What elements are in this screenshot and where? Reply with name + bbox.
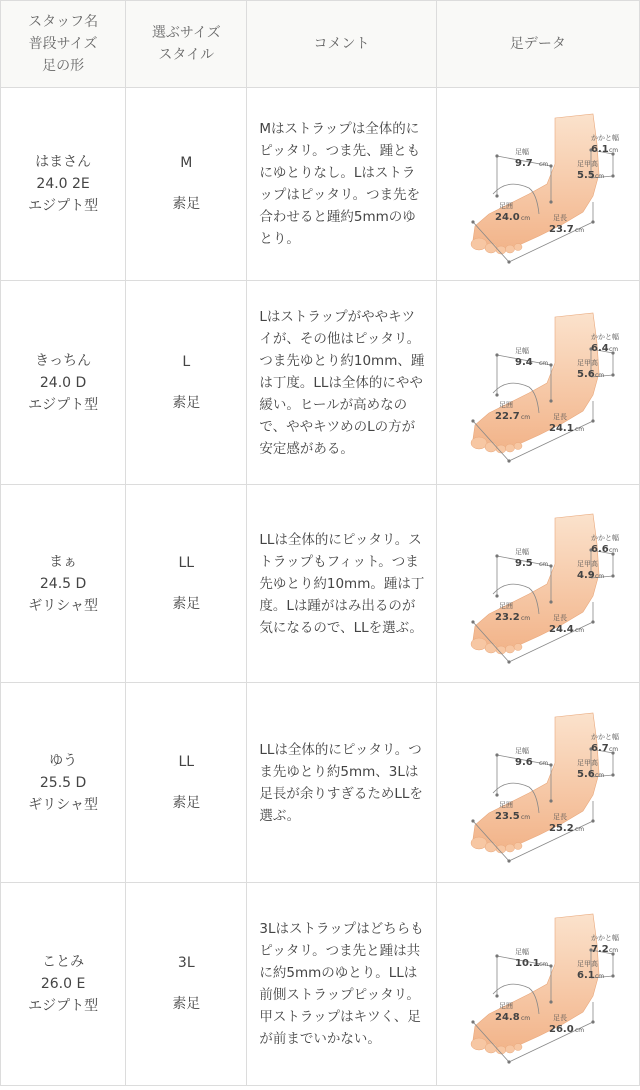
- instep-unit: cm: [594, 572, 604, 580]
- instep-value: 5.6: [576, 768, 595, 780]
- measure-point: [549, 399, 552, 402]
- staff-name: はまさん: [35, 154, 92, 170]
- measure-point: [611, 974, 614, 977]
- table-row: [1, 281, 640, 485]
- heel-value: 6.4: [590, 342, 609, 354]
- heel-label: かかと幅: [590, 732, 619, 741]
- comment-cell: 3Lはストラップはどちらもピッタリ。つま先と踵は共に約5mmのゆとり。LLは前側ストラップピッタリ。甲ストラップはキツく、足が前までいかない。: [247, 883, 436, 1086]
- instep-unit: cm: [594, 973, 604, 980]
- header-size-line: 選ぶサイズ: [151, 25, 221, 41]
- girth-label: 足囲: [498, 601, 513, 610]
- girth-label: 足囲: [498, 400, 513, 409]
- staff-cell: [1, 281, 126, 485]
- measure-point: [591, 620, 594, 623]
- usual-size: 24.5 D: [39, 575, 87, 592]
- width-label: 足幅: [514, 346, 529, 355]
- header-foot-data: 足データ: [436, 1, 639, 88]
- measure-point: [611, 574, 614, 577]
- header-size: [126, 1, 247, 88]
- foot-data-cell: [436, 683, 639, 883]
- heel-value: 6.6: [590, 543, 609, 555]
- style: 素足: [172, 595, 201, 612]
- foot-shape: エジプト型: [28, 998, 99, 1014]
- measure-point: [495, 994, 498, 997]
- measure-point: [495, 594, 498, 597]
- width-value: 9.4: [514, 356, 533, 368]
- style: 素足: [172, 996, 201, 1012]
- style: 素足: [172, 196, 201, 212]
- girth-label: 足囲: [498, 202, 513, 210]
- length-unit: cm: [574, 825, 584, 833]
- measure-point: [471, 819, 474, 822]
- heel-label: かかと幅: [590, 332, 619, 341]
- length-label: 足長: [552, 1014, 567, 1022]
- measure-point: [611, 373, 614, 376]
- heel-unit: cm: [608, 345, 618, 353]
- usual-size: 24.0 2E: [36, 176, 90, 192]
- width-unit: cm: [538, 759, 548, 767]
- staff-name: まぁ: [49, 553, 78, 570]
- measure-point: [507, 660, 510, 663]
- instep-label: 足甲高: [576, 160, 598, 168]
- length-unit: cm: [574, 227, 584, 234]
- measure-point: [611, 174, 614, 177]
- instep-label: 足甲高: [576, 758, 598, 767]
- instep-unit: cm: [594, 371, 604, 379]
- girth-unit: cm: [520, 1015, 530, 1022]
- width-unit: cm: [538, 961, 548, 968]
- staff-cell: [1, 883, 126, 1086]
- heel-label: かかと幅: [590, 134, 619, 142]
- width-label: 足幅: [514, 746, 529, 755]
- length-unit: cm: [574, 425, 584, 433]
- width-label: 足幅: [514, 948, 529, 956]
- foot-data-cell: [436, 883, 639, 1086]
- size-cell: [126, 88, 247, 281]
- foot-shape: ギリシャ型: [28, 597, 98, 614]
- measure-point: [549, 164, 552, 167]
- foot-diagram: [443, 703, 633, 863]
- girth-value: 22.7: [494, 410, 520, 422]
- measure-point: [495, 554, 498, 557]
- measure-point: [495, 753, 498, 756]
- header-size-line: スタイル: [158, 47, 215, 63]
- girth-value: 23.5: [494, 810, 520, 822]
- measure-point: [495, 393, 498, 396]
- foot-diagram: [443, 504, 633, 664]
- instep-label: 足甲高: [576, 358, 598, 367]
- width-unit: cm: [538, 161, 548, 168]
- measure-point: [495, 154, 498, 157]
- chosen-size: M: [180, 155, 193, 171]
- heel-label: かかと幅: [590, 934, 619, 942]
- staff-cell: [1, 683, 126, 883]
- staff-cell: [1, 485, 126, 683]
- heel-unit: cm: [608, 546, 618, 554]
- measure-point: [471, 620, 474, 623]
- heel-value: 6.1: [590, 144, 609, 155]
- width-value: 10.1: [514, 958, 540, 969]
- heel-value: 7.2: [590, 944, 609, 955]
- foot-data-cell: [436, 88, 639, 281]
- size-cell: [126, 683, 247, 883]
- instep-value: 5.5: [576, 170, 595, 181]
- width-value: 9.6: [514, 756, 533, 768]
- measure-point: [549, 1000, 552, 1003]
- measure-point: [507, 459, 510, 462]
- table-row: [1, 883, 640, 1086]
- staff-name: ことみ: [42, 954, 85, 970]
- size-cell: [126, 281, 247, 485]
- measure-point: [591, 419, 594, 422]
- chosen-size: LL: [178, 554, 195, 571]
- girth-value: 23.2: [494, 611, 520, 623]
- measure-point: [507, 260, 510, 263]
- heel-unit: cm: [608, 745, 618, 753]
- comment-cell: Lはストラップがややキツイが、その他はピッタリ。つま先ゆとり約10mm、踵は丁度。LLは全体的にやや緩い。ヒールが高めなので、ややキツめのLの方が安定感がある。: [247, 281, 436, 485]
- usual-size: 24.0 D: [39, 374, 87, 391]
- foot-shape: エジプト型: [28, 198, 99, 214]
- header-comment: コメント: [247, 1, 436, 88]
- chosen-size: 3L: [177, 955, 195, 971]
- heel-value: 6.7: [590, 742, 609, 754]
- comment-cell: LLは全体的にピッタリ。つま先ゆとり約5mm、3Lは足長が余りすぎるためLLを選ぶ。: [247, 683, 436, 883]
- length-unit: cm: [574, 1027, 584, 1034]
- instep-value: 6.1: [576, 970, 595, 981]
- girth-value: 24.8: [494, 1012, 520, 1023]
- header-staff: [1, 1, 126, 88]
- girth-label: 足囲: [498, 1002, 513, 1010]
- length-label: 足長: [552, 812, 567, 821]
- measure-point: [549, 964, 552, 967]
- measure-point: [591, 220, 594, 223]
- measure-point: [549, 799, 552, 802]
- usual-size: 26.0 E: [40, 976, 86, 992]
- girth-unit: cm: [520, 215, 530, 222]
- chosen-size: L: [182, 353, 191, 370]
- foot-diagram: [443, 904, 633, 1064]
- width-unit: cm: [538, 560, 548, 568]
- table-row: [1, 88, 640, 281]
- length-label: 足長: [552, 412, 567, 421]
- heel-label: かかと幅: [590, 533, 619, 542]
- length-value: 23.7: [548, 224, 574, 235]
- usual-size: 25.5 D: [39, 774, 87, 791]
- length-label: 足長: [552, 214, 567, 222]
- instep-label: 足甲高: [576, 960, 598, 968]
- heel-unit: cm: [608, 947, 618, 954]
- heel-unit: cm: [608, 147, 618, 154]
- foot-data-cell: [436, 281, 639, 485]
- width-value: 9.7: [514, 158, 533, 169]
- instep-value: 4.9: [576, 569, 595, 581]
- length-unit: cm: [574, 626, 584, 634]
- width-label: 足幅: [514, 148, 529, 156]
- measure-point: [495, 954, 498, 957]
- measure-point: [549, 600, 552, 603]
- table-row: [1, 683, 640, 883]
- style: 素足: [172, 394, 201, 411]
- chosen-size: LL: [178, 753, 195, 770]
- table-row: [1, 485, 640, 683]
- foot-data-cell: [436, 485, 639, 683]
- instep-unit: cm: [594, 173, 604, 180]
- instep-label: 足甲高: [576, 559, 598, 568]
- header-staff-line: スタッフ名: [28, 14, 99, 30]
- foot-shape: ギリシャ型: [28, 796, 98, 813]
- girth-unit: cm: [520, 813, 530, 821]
- measure-point: [549, 363, 552, 366]
- header-staff-line: 足の形: [42, 58, 85, 74]
- measure-point: [495, 793, 498, 796]
- header-staff-line: 普段サイズ: [28, 36, 98, 52]
- length-value: 26.0: [548, 1024, 574, 1035]
- measure-point: [471, 419, 474, 422]
- girth-unit: cm: [520, 614, 530, 622]
- girth-value: 24.0: [494, 212, 520, 223]
- staff-cell: [1, 88, 126, 281]
- size-cell: [126, 485, 247, 683]
- table-header-row: [1, 1, 640, 88]
- measure-point: [495, 194, 498, 197]
- width-unit: cm: [538, 359, 548, 367]
- measure-point: [591, 819, 594, 822]
- width-value: 9.5: [514, 557, 533, 569]
- instep-value: 5.6: [576, 368, 595, 380]
- measure-point: [507, 1060, 510, 1063]
- width-label: 足幅: [514, 547, 529, 556]
- length-value: 24.4: [548, 623, 574, 635]
- instep-unit: cm: [594, 771, 604, 779]
- measure-point: [549, 200, 552, 203]
- style: 素足: [172, 794, 201, 811]
- measure-point: [611, 773, 614, 776]
- foot-diagram: [443, 104, 633, 264]
- measure-point: [507, 859, 510, 862]
- length-value: 25.2: [548, 822, 574, 834]
- measure-point: [591, 1020, 594, 1023]
- staff-name: ゆう: [49, 752, 78, 769]
- length-label: 足長: [552, 613, 567, 622]
- measure-point: [471, 220, 474, 223]
- measure-point: [549, 763, 552, 766]
- size-cell: [126, 883, 247, 1086]
- foot-diagram: [443, 303, 633, 463]
- measure-point: [471, 1020, 474, 1023]
- foot-shape: エジプト型: [28, 396, 99, 413]
- measure-point: [495, 353, 498, 356]
- girth-unit: cm: [520, 413, 530, 421]
- staff-name: きっちん: [35, 352, 92, 369]
- length-value: 24.1: [548, 422, 574, 434]
- measure-point: [549, 564, 552, 567]
- comment-cell: LLは全体的にピッタリ。ストラップもフィット。つま先ゆとり約10mm。踵は丁度。Lは踵がはみ出るのが気になるので、LLを選ぶ。: [247, 485, 436, 683]
- comment-cell: Mはストラップは全体的にピッタリ。つま先、踵ともにゆとりなし。Lはストラップはピッタリ。つま先を合わせると踵約5mmのゆとり。: [247, 88, 436, 281]
- girth-label: 足囲: [498, 800, 513, 809]
